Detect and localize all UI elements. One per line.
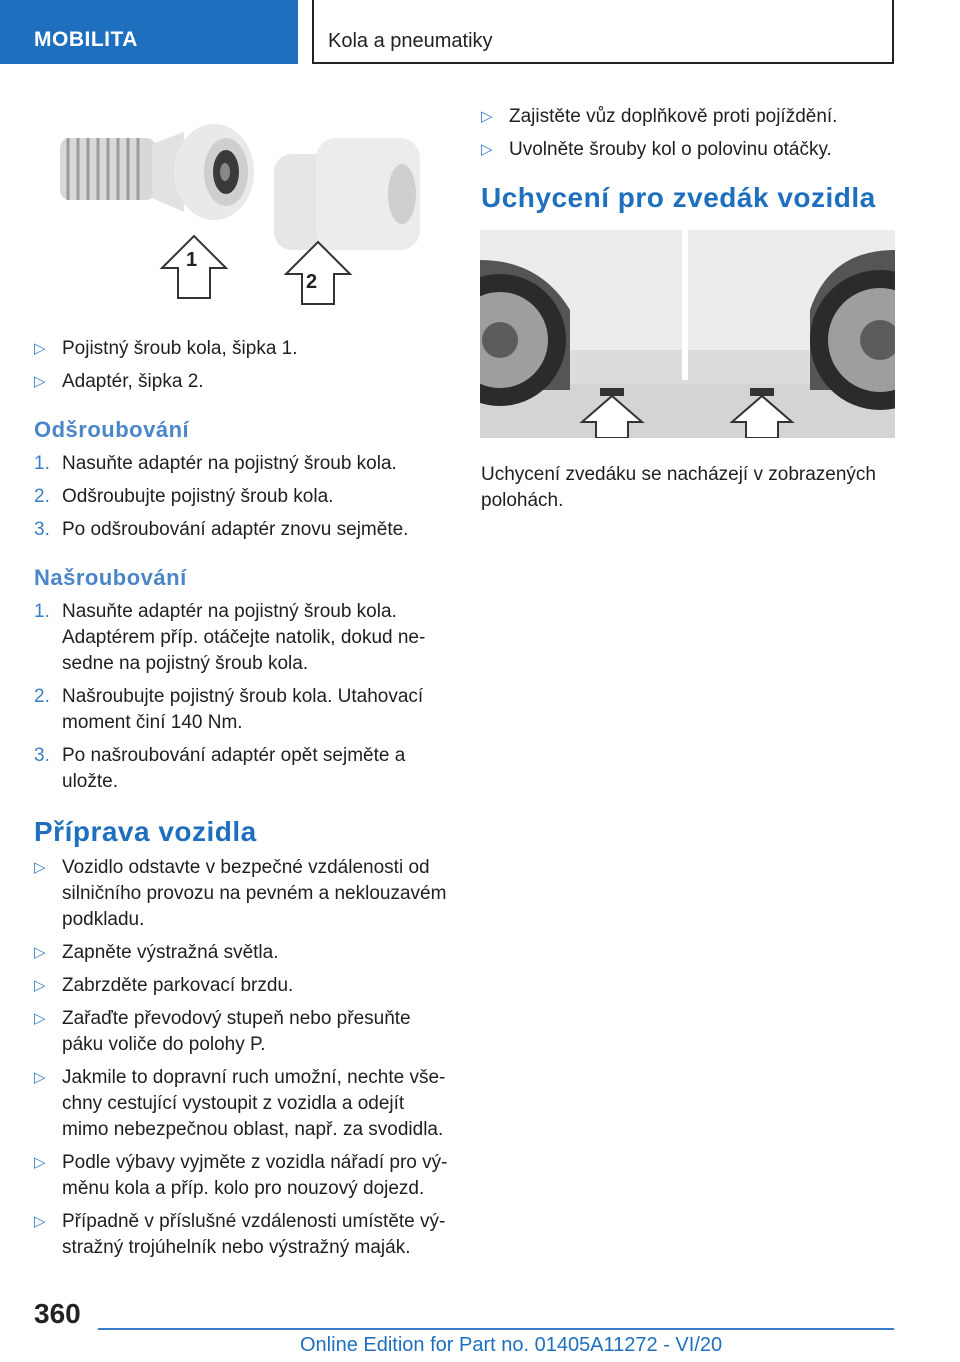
list-item: ▷ Adaptér, šipka 2. [34, 371, 204, 392]
section-tab [0, 0, 298, 64]
list-item: 1. Nasuňte adaptér na pojistný šroub kola. [34, 453, 397, 474]
left-column [34, 336, 454, 1268]
list-item: ▷ Pojistný šroub kola, šipka 1. [34, 338, 298, 359]
adapter-image [274, 138, 420, 250]
heading-jack: Uchycení pro zvedák vozidla [481, 182, 876, 213]
section-label: MOBILITA [34, 28, 138, 51]
list-item: ▷ Zařaďte převodový stupeň nebo přesuňte páku voliče do polohy P. [34, 1008, 411, 1055]
edition-text: Online Edition for Part no. 01405A11272 - VI/20 [300, 1334, 723, 1356]
lock-bolt-image [60, 124, 254, 220]
right-column [481, 104, 901, 221]
heading-unscrew: Odšroubování [34, 417, 190, 442]
arrow-2-icon [286, 242, 350, 304]
list-item: 3. Po našroubování adaptér opět sejměte a uložte. [34, 745, 406, 792]
jack-points-figure [480, 230, 895, 438]
list-item: ▷ Jakmile to dopravní ruch umožní, nechte vše-chny cestující vystoupit z vozidla a odejít mimo nebezpečnou oblast, např. za svodidla. [34, 1067, 446, 1140]
list-item: ▷ Případně v příslušné vzdálenosti umístěte vý-stražný trojúhelník nebo výstražný maják. [34, 1211, 446, 1258]
page-number: 360 [34, 1298, 81, 1329]
list-item: 2. Našroubujte pojistný šroub kola. Utahovací moment činí 140 Nm. [34, 686, 424, 733]
list-item: ▷ Podle výbavy vyjměte z vozidla nářadí pro vý-měnu kola a příp. kolo pro nouzový dojezd. [34, 1152, 448, 1199]
list-item: 3. Po odšroubování adaptér znovu sejměte. [34, 519, 409, 540]
heading-prep: Příprava vozidla [34, 816, 257, 847]
arrow-1-label: 1 [186, 249, 198, 271]
list-item: 1. Nasuňte adaptér na pojistný šroub kola. Adaptérem příp. otáčejte natolik, dokud ne-sedne na pojistný šroub kola. [34, 601, 426, 674]
heading-screw: Našroubování [34, 565, 187, 590]
footer-divider [98, 1328, 894, 1330]
list-item: 2. Odšroubujte pojistný šroub kola. [34, 486, 334, 507]
list-item: ▷ Zajistěte vůz doplňkově proti pojíždění. [481, 106, 838, 127]
list-item: ▷ Zabrzděte parkovací brzdu. [34, 975, 294, 996]
jack-caption [481, 462, 891, 514]
list-item: ▷ Vozidlo odstavte v bezpečné vzdálenosti od silničního provozu na pevném a neklouzavém podkladu. [34, 857, 447, 930]
chapter-header [312, 0, 894, 64]
lock-bolt-figure [34, 108, 454, 308]
list-item: ▷ Uvolněte šrouby kol o polovinu otáčky. [481, 139, 832, 160]
arrow-2-label: 2 [306, 271, 318, 293]
jack-text: Uchycení zvedáku se nacházejí v zobrazených polohách. [481, 464, 876, 511]
list-item: ▷ Zapněte výstražná světla. [34, 942, 279, 963]
chapter-title: Kola a pneumatiky [328, 30, 493, 52]
